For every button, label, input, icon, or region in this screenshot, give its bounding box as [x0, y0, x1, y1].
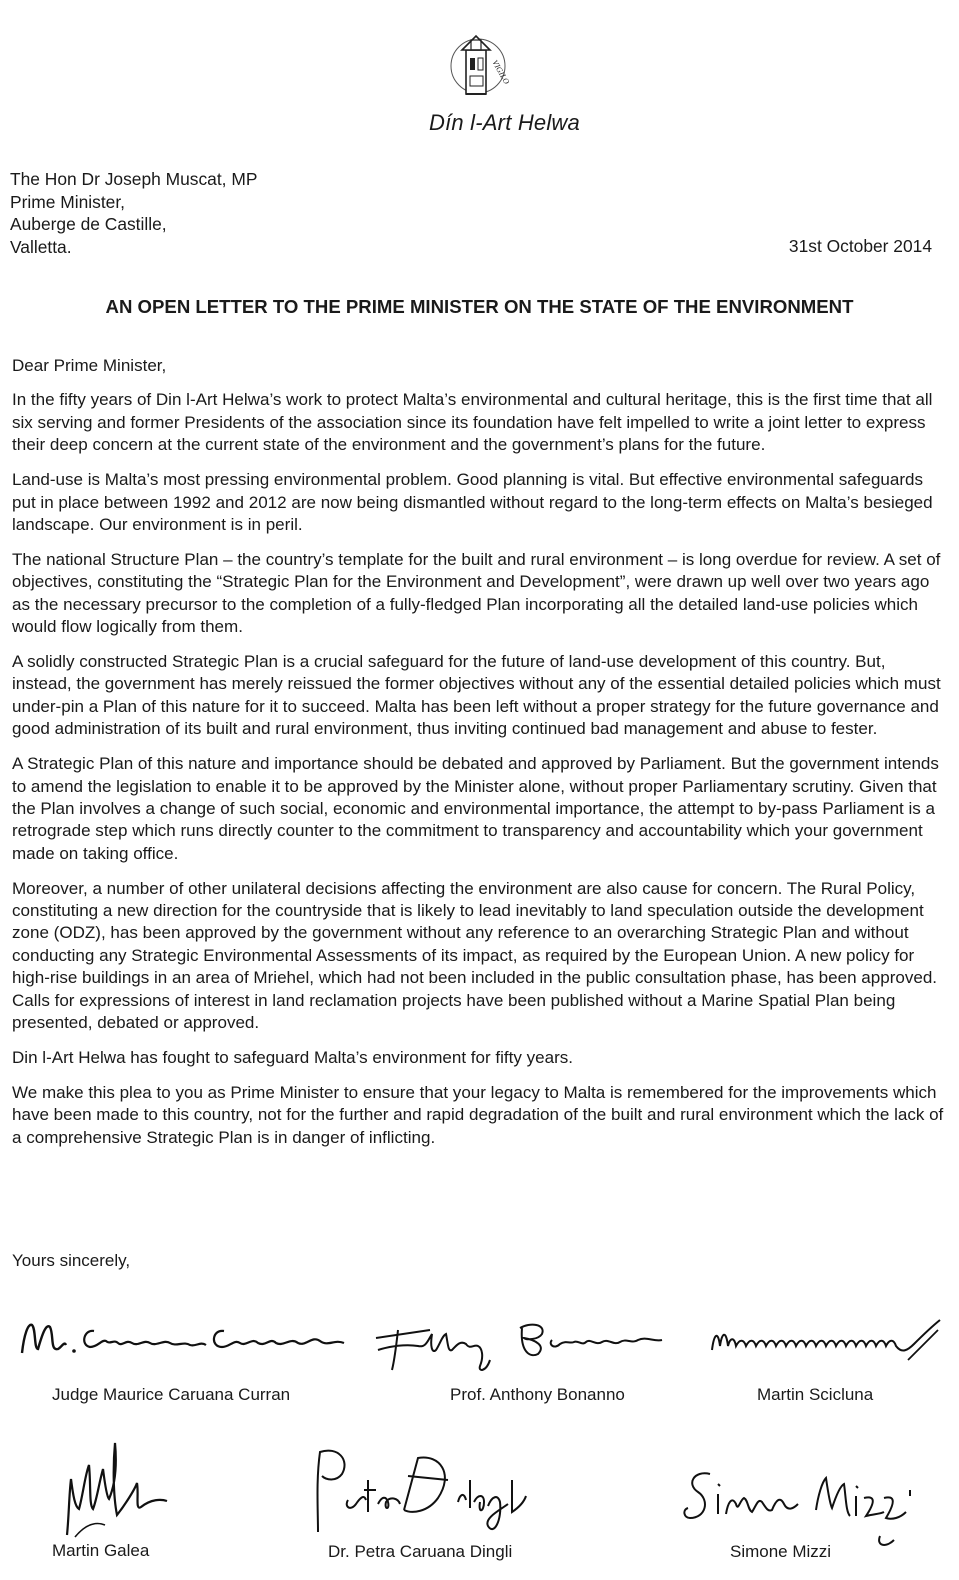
address-line: Prime Minister, — [10, 191, 125, 212]
address-line: Auberge de Castille, — [10, 214, 167, 235]
letter-paragraph: The national Structure Plan – the country’s template for the built and rural environment – is long overdue for review. A set of objectives, constituting the “Strategic Plan for the Environment and Development”, were drawn up well over two years ago as the necessary precursor to the completion of a fully-fledged Plan incorporating all the detailed land-use policies which would flow logically from them. — [12, 549, 941, 637]
signature-simone-mizzi — [680, 1460, 920, 1550]
letter-paragraph: Moreover, a number of other unilateral decisions affecting the environment are also cause for concern. The Rural Policy, constituting a new direction for the countryside that is likely to lead inevitably to land speculation outside the development zone (ODZ), has been approved by the government without any reference to an overarching Strategic Plan and without conducting any Strategic Environmental Assessments of its impact, as required by the European Union. A new policy for high-rise buildings in an area of Mriehel, which had not been included in the public consultation phase, has been approved. Calls for expressions of interest in land reclamation projects have been published without a Marine Spatial Plan being presented, debated or approved. — [12, 878, 938, 1033]
letter-paragraph: Land-use is Malta’s most pressing environmental problem. Good planning is vital. But effective environmental safeguards put in place between 1992 and 2012 are now being dismantled without regard to the long-term effects on Malta’s besieged landscape. Our environment is in peril. — [12, 470, 933, 534]
signatory-name: Martin Scicluna — [757, 1385, 874, 1404]
signatory-name: Prof. Anthony Bonanno — [450, 1385, 625, 1404]
organization-name-text: Dín l-Art Helwa — [429, 110, 580, 135]
address-line: The Hon Dr Joseph Muscat, MP — [10, 169, 258, 189]
organization-name — [0, 110, 959, 136]
signature-petra-caruana-dingli — [308, 1440, 548, 1540]
signatory-name: Judge Maurice Caruana Curran — [52, 1385, 291, 1404]
letter-headline: AN OPEN LETTER TO THE PRIME MINISTER ON THE STATE OF THE ENVIRONMENT — [105, 296, 854, 317]
address-line: Valletta. — [10, 236, 72, 257]
letter-date: 31st October 2014 — [788, 236, 932, 256]
signature-maurice-caruana-curran — [14, 1305, 354, 1375]
letter-paragraph: We make this plea to you as Prime Minister to ensure that your legacy to Malta is remembered for the improvements which have been made to this country, not for the further and rapid degradation of the built and rural environment which the lack of a comprehensive Strategic Plan is in danger of inflicting. — [12, 1082, 944, 1147]
letter-paragraph: A Strategic Plan of this nature and importance should be debated and approved by Parliament. But the government intends to amend the legislation to enable it to be approved by the Minister alone, without proper Parliamentary scrutiny. Given that the Plan involves a change of such social, economic and environmental importance, the attempt to by-pass Parliament is a retrograde step which runs directly counter to the commitment to transparency and accountability which your government made on taking office. — [12, 754, 939, 863]
letter-closing: Yours sincerely, — [12, 1251, 131, 1270]
letter-greeting: Dear Prime Minister, — [12, 356, 167, 375]
signature-anthony-bonanno — [370, 1300, 690, 1380]
letter-paragraph: In the fifty years of Din l-Art Helwa’s work to protect Malta’s environmental and cultural heritage, this is the first time that all six serving and former Presidents of the association since its foundation have felt impelled to write a joint letter to express their deep concern at the current state of the environment and the government’s plans for the future. — [12, 390, 933, 455]
signature-martin-scicluna — [708, 1310, 948, 1370]
recipient-address — [10, 168, 257, 258]
svg-text:VIGILO: VIGILO — [490, 58, 512, 86]
letter-paragraph: Din l-Art Helwa has fought to safeguard Malta’s environment for fifty years. — [12, 1047, 574, 1067]
organization-logo — [440, 28, 520, 108]
signatory-name: Simone Mizzi — [730, 1542, 832, 1561]
signatory-name: Martin Galea — [52, 1541, 150, 1560]
watchtower-logo-icon — [440, 28, 520, 108]
letter-body — [12, 355, 947, 1162]
signature-martin-galea — [55, 1425, 185, 1555]
letter-paragraph: A solidly constructed Strategic Plan is a crucial safeguard for the future of land-use development of this country. But, instead, the government has merely reissued the former objectives without any of the essential detailed policies which must under-pin a Plan of this nature for it to succeed. Malta has been left without a proper strategy for the future governance and good administration of its built and rural environment, thus inviting continued bad management and abuse to fester. — [12, 651, 941, 739]
signatory-name: Dr. Petra Caruana Dingli — [328, 1542, 513, 1561]
